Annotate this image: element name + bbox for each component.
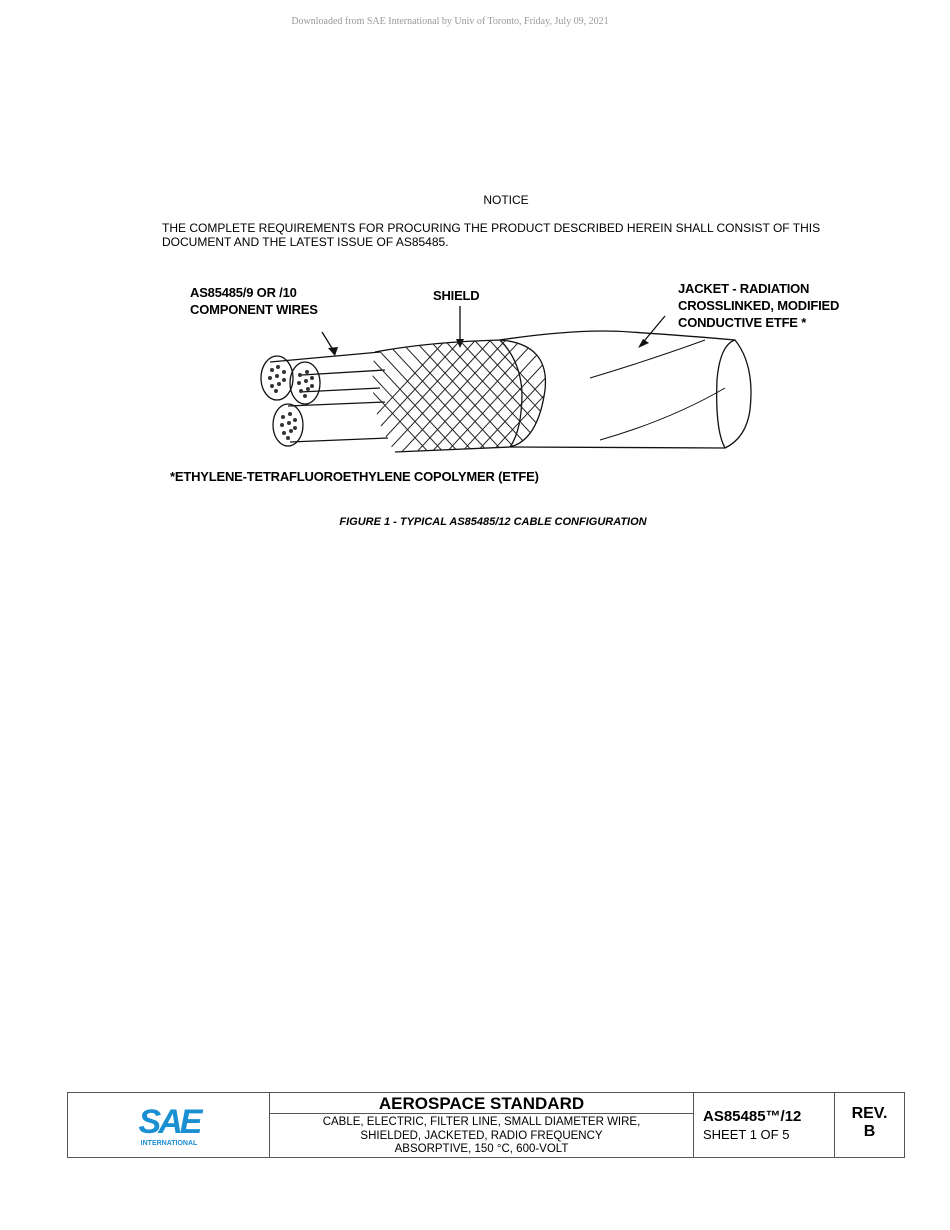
wire-bottom-2 [290,438,388,442]
title-block [67,1092,905,1158]
callout-jacket-2: CROSSLINKED, MODIFIED [678,298,840,313]
callout-component-wires-2: COMPONENT WIRES [190,302,318,317]
callout-jacket-1: JACKET - RADIATION [678,281,810,296]
wire-mid [302,370,385,375]
sheet-number: SHEET 1 OF 5 [703,1127,790,1142]
callout-jacket-3: CONDUCTIVE ETFE * [678,315,807,330]
document-type: AEROSPACE STANDARD [270,1093,693,1114]
sae-logo-cell [68,1093,270,1157]
notice-text: THE COMPLETE REQUIREMENTS FOR PROCURING THE PRODUCT DESCRIBED HEREIN SHALL CONSIST OF THIS DOCUMENT AND THE LATEST ISSUE OF AS85485. [162,221,821,249]
sae-logo [68,1093,269,1157]
revision-cell [835,1093,904,1157]
sae-logo-text: SAE [138,1103,200,1141]
revision-label: REV. [851,1105,888,1122]
wire-mid-2 [300,388,380,392]
jacket-end [717,340,735,448]
description-line-2: SHIELDED, JACKETED, RADIO FREQUENCY [360,1129,603,1142]
revision-value: B [863,1123,876,1140]
description-line-3: ABSORPTIVE, 150 °C, 600-VOLT [394,1143,569,1155]
cable-figure [160,270,880,495]
jacket-outline [500,331,751,448]
etfe-footnote: *ETHYLENE-TETRAFLUOROETHYLENE COPOLYMER (ETFE) [170,469,539,484]
jacket-stripe [590,340,705,378]
callout-component-wires-1: AS85485/9 OR /10 [190,285,297,300]
description-line-1: CABLE, ELECTRIC, FILTER LINE, SMALL DIAMETER WIRE, [322,1116,641,1128]
document-number-cell [694,1093,835,1157]
figure-caption: FIGURE 1 - TYPICAL AS85485/12 CABLE CONFIGURATION [339,516,647,528]
document-number: AS85485™/12 [703,1108,802,1125]
sae-logo-subtext: INTERNATIONAL [140,1140,198,1147]
notice-title: NOTICE [483,193,529,207]
callout-shield: SHIELD [433,288,480,303]
download-watermark: Downloaded from SAE International by Univ of Toronto, Friday, July 09, 2021 [291,16,609,27]
document-description [270,1114,693,1157]
title-cell [270,1093,694,1157]
jacket-stripe-2 [600,388,725,440]
